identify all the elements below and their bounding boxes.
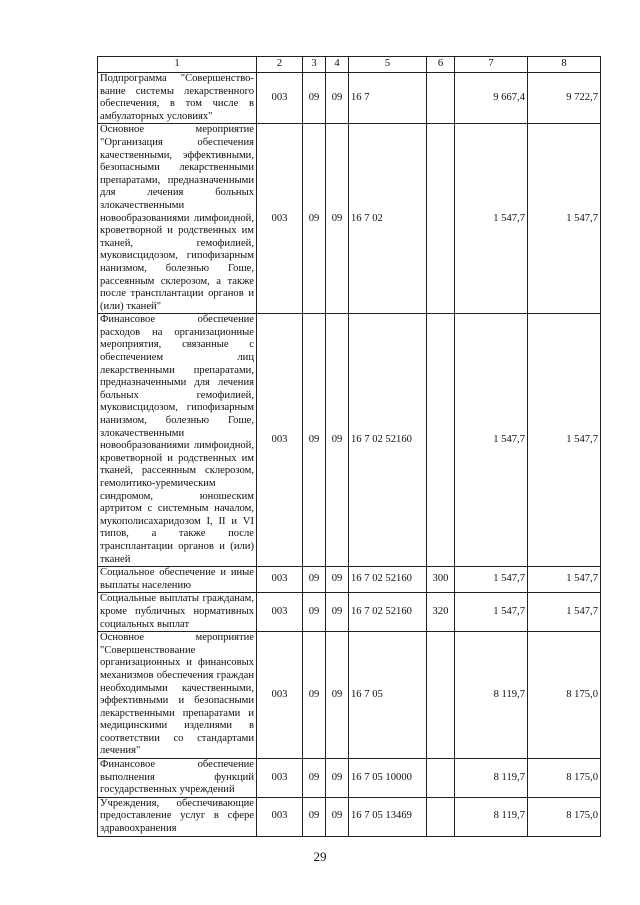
header-row [98,57,601,73]
amount-year-2: 1 547,7 [528,314,601,567]
row-name: Основное мероприятие "Организация обеспечения качественными, эффективными, безопасными лекарственными препаратами, предназначенными для лечения больных злокачественными новообразованиями лимфоидной, кроветворной и родственных им тканей, гемофилией, муковисцидозом, гипофизарным нанизмом, болезнью Гоше, рассеянным склерозом, а также после трансплантации органов и (или) тканей" [98,124,257,314]
expense-type [427,73,455,124]
header-cell: 2 [257,57,303,73]
admin-code: 003 [257,314,303,567]
header-cell: 6 [427,57,455,73]
amount-year-2: 1 547,7 [528,593,601,632]
target-code: 16 7 02 52160 [349,314,427,567]
budget-table [97,56,601,837]
expense-type [427,314,455,567]
section-code: 09 [303,314,326,567]
admin-code: 003 [257,124,303,314]
expense-type: 300 [427,567,455,593]
amount-year-1: 8 119,7 [455,632,528,759]
target-code: 16 7 05 [349,632,427,759]
target-code: 16 7 02 52160 [349,593,427,632]
section-code: 09 [303,593,326,632]
expense-type [427,759,455,798]
page-number: 29 [313,849,327,864]
amount-year-1: 1 547,7 [455,124,528,314]
table-row [98,632,601,759]
amount-year-1: 8 119,7 [455,759,528,798]
table-row [98,759,601,798]
expense-type [427,632,455,759]
amount-year-1: 9 667,4 [455,73,528,124]
header-cell: 1 [98,57,257,73]
subsection-code: 09 [326,759,349,798]
amount-year-1: 1 547,7 [455,314,528,567]
section-code: 09 [303,759,326,798]
amount-year-1: 8 119,7 [455,797,528,836]
expense-type [427,124,455,314]
table-row [98,124,601,314]
admin-code: 003 [257,632,303,759]
expense-type: 320 [427,593,455,632]
amount-year-2: 9 722,7 [528,73,601,124]
table-row [98,567,601,593]
target-code: 16 7 02 [349,124,427,314]
section-code: 09 [303,797,326,836]
header-cell: 8 [528,57,601,73]
table-row [98,73,601,124]
header-cell: 3 [303,57,326,73]
subsection-code: 09 [326,314,349,567]
table-row [98,314,601,567]
subsection-code: 09 [326,593,349,632]
target-code: 16 7 02 52160 [349,567,427,593]
admin-code: 003 [257,593,303,632]
amount-year-2: 8 175,0 [528,797,601,836]
header-cell: 4 [326,57,349,73]
header-cell: 7 [455,57,528,73]
subsection-code: 09 [326,124,349,314]
amount-year-2: 1 547,7 [528,124,601,314]
amount-year-1: 1 547,7 [455,593,528,632]
row-name: Подпрограмма "Совершенство-вание системы лекарственного обеспечения, в том числе в амбулаторных условиях" [98,73,257,124]
subsection-code: 09 [326,73,349,124]
amount-year-2: 1 547,7 [528,567,601,593]
table-row [98,797,601,836]
row-name: Социальное обеспечение и иные выплаты населению [98,567,257,593]
target-code: 16 7 05 13469 [349,797,427,836]
amount-year-2: 8 175,0 [528,759,601,798]
header-cell: 5 [349,57,427,73]
admin-code: 003 [257,567,303,593]
row-name: Финансовое обеспечение расходов на организационные мероприятия, связанные с обеспечением лиц лекарственными препаратами, предназначенными для лечения больных гемофилией, муковисцидозом, гипофизарным нанизмом, болезнью Гоше, злокачественными новообразованиями лимфоидной, кроветворной и родственных им тканей, рассеянным склерозом, гемолитико-уремическим синдромом, юношеским артритом с системным началом, мукополисахаридозом I, II и VI типов, а также после трансплантации органов и (или) тканей [98,314,257,567]
subsection-code: 09 [326,797,349,836]
subsection-code: 09 [326,567,349,593]
section-code: 09 [303,73,326,124]
target-code: 16 7 05 10000 [349,759,427,798]
row-name: Учреждения, обеспечивающие предоставление услуг в сфере здравоохранения [98,797,257,836]
amount-year-1: 1 547,7 [455,567,528,593]
section-code: 09 [303,124,326,314]
expense-type [427,797,455,836]
row-name: Основное мероприятие "Совершенствование организационных и финансовых механизмов обеспечения граждан необходимыми качественными, эффективными и безопасными лекарственными препаратами и медицинскими изделиями в соответствии со стандартами лечения" [98,632,257,759]
table-row [98,593,601,632]
section-code: 09 [303,632,326,759]
row-name: Финансовое обеспечение выполнения функций государственных учреждений [98,759,257,798]
section-code: 09 [303,567,326,593]
target-code: 16 7 [349,73,427,124]
amount-year-2: 8 175,0 [528,632,601,759]
admin-code: 003 [257,797,303,836]
admin-code: 003 [257,73,303,124]
subsection-code: 09 [326,632,349,759]
row-name: Социальные выплаты гражданам, кроме публичных нормативных социальных выплат [98,593,257,632]
admin-code: 003 [257,759,303,798]
